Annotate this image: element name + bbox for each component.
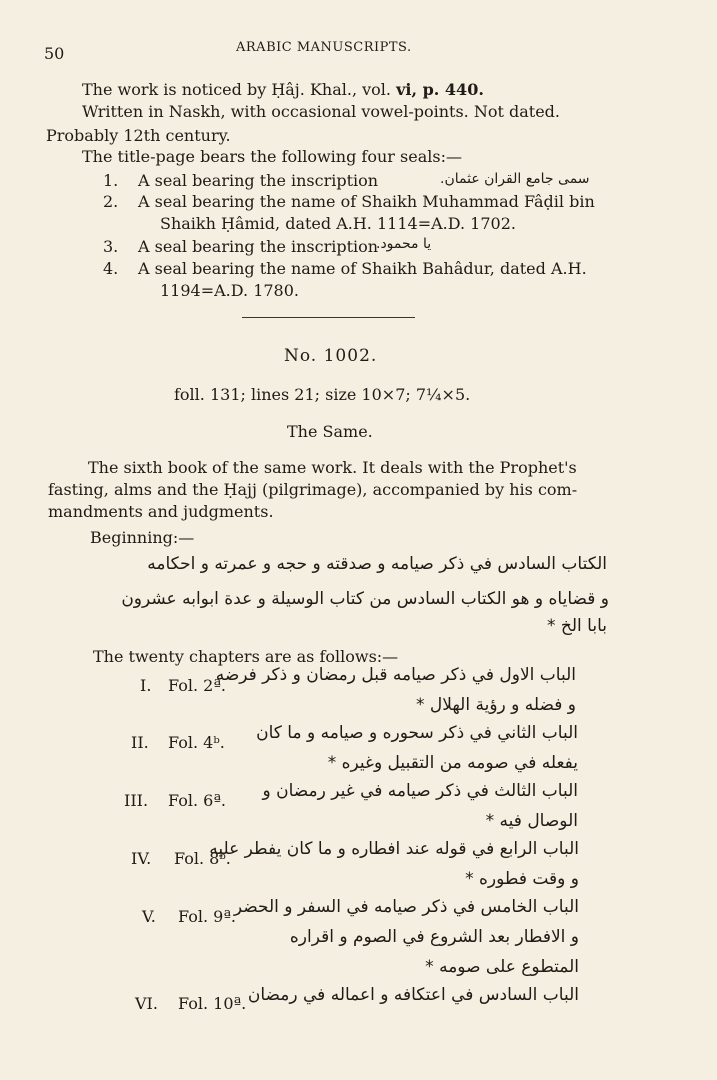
written-line: Written in Naskh, with occasional vowel-points. Not dated. bbox=[82, 102, 560, 121]
beginning-arabic-1: الکتاب السادس في ذکر صیامه و صدقته و حجه و عمرته و احکامه bbox=[147, 554, 607, 574]
seal-1-text: A seal bearing the inscription bbox=[138, 171, 379, 190]
beginning-label: Beginning:— bbox=[90, 528, 195, 547]
entry-number: No. 1002. bbox=[284, 346, 378, 366]
section-divider bbox=[242, 317, 415, 318]
chapter-2-roman: II. bbox=[131, 733, 149, 752]
page-number: 50 bbox=[44, 44, 65, 63]
chapter-6-fol: Fol. 10ª. bbox=[178, 994, 247, 1013]
chapter-5-arabic-3: المتطوع علی صومه * bbox=[425, 957, 579, 977]
chapter-3-arabic-1: الباب الثالث في ذکر صیامه في غیر رمضان و bbox=[262, 781, 578, 801]
chapter-4-roman: IV. bbox=[131, 849, 152, 868]
chapter-4-arabic-1: الباب الرابع في قوله عند افطاره و ما کان یفطر علیه bbox=[209, 839, 579, 859]
seal-3-text: A seal bearing the inscription bbox=[138, 237, 379, 256]
chapter-6-roman: VI. bbox=[135, 994, 158, 1013]
notice-text: The work is noticed by Ḥâj. Khal., vol. bbox=[82, 80, 397, 99]
chapter-1-arabic-2: و فضله و رؤیة الهلال * bbox=[415, 695, 576, 715]
seal-2-text: A seal bearing the name of Shaikh Muhammad Fâḍil bin bbox=[138, 192, 595, 211]
chapter-5-fol: Fol. 9ª. bbox=[178, 907, 237, 926]
seals-intro: The title-page bears the following four seals:— bbox=[82, 147, 462, 166]
seal-4-cont: 1194=A.D. 1780. bbox=[160, 281, 299, 300]
entry-subtitle: The Same. bbox=[287, 422, 373, 441]
desc-line-3: mandments and judgments. bbox=[48, 502, 274, 521]
century-line: Probably 12th century. bbox=[46, 126, 231, 145]
notice-ref: vi, p. 440. bbox=[396, 80, 484, 99]
notice-line bbox=[82, 80, 484, 99]
seal-2-num: 2. bbox=[103, 192, 119, 211]
seal-4-num: 4. bbox=[103, 259, 119, 278]
chapter-3-arabic-2: الوصال فیه * bbox=[485, 811, 578, 831]
seal-2-cont: Shaikh Ḥâmid, dated A.H. 1114=A.D. 1702. bbox=[160, 214, 516, 233]
seal-1-num: 1. bbox=[103, 171, 119, 190]
chapter-1-arabic-1: الباب الاول في ذکر صیامه قبل رمضان و ذکر فرضه bbox=[215, 665, 576, 685]
chapter-2-arabic-2: یفعله في صومه من التقبیل وغیره * bbox=[327, 753, 578, 773]
chapter-4-arabic-2: و وقت فطوره * bbox=[465, 869, 579, 889]
chapter-3-roman: III. bbox=[124, 791, 149, 810]
running-title: ARABIC MANUSCRIPTS. bbox=[236, 40, 412, 55]
chapter-3-fol: Fol. 6ª. bbox=[168, 791, 227, 810]
desc-line-2: fasting, alms and the Ḥajj (pilgrimage), accompanied by his com- bbox=[48, 480, 578, 499]
beginning-arabic-2: و قضایاه و هو الکتاب السادس من کتاب الوسیلة و عدة ابوابه عشرون bbox=[121, 589, 609, 609]
desc-line-1: The sixth book of the same work. It deals with the Prophet's bbox=[88, 458, 577, 477]
beginning-arabic-3: بابا الخ * bbox=[546, 616, 607, 636]
seal-1-arabic: سمی جامع القران عثمان. bbox=[440, 171, 590, 187]
chapter-2-fol: Fol. 4ᵇ. bbox=[168, 733, 225, 752]
chapters-intro: The twenty chapters are as follows:— bbox=[93, 647, 399, 666]
chapter-5-arabic-1: الباب الخامس في ذکر صیامه في السفر و الحضر bbox=[233, 897, 579, 917]
chapter-4-fol: Fol. 8ᵇ. bbox=[174, 849, 231, 868]
chapter-2-arabic-1: الباب الثاني في ذکر سحوره و صیامه و ما کان bbox=[256, 723, 578, 743]
folio-line: foll. 131; lines 21; size 10×7; 7¼×5. bbox=[174, 385, 471, 404]
seal-3-num: 3. bbox=[103, 237, 119, 256]
seal-4-text: A seal bearing the name of Shaikh Bahâdur, dated A.H. bbox=[138, 259, 587, 278]
chapter-1-fol: Fol. 2ª. bbox=[168, 676, 227, 695]
chapter-5-arabic-2: و الافطار بعد الشروع في الصوم و اقراره bbox=[289, 927, 579, 947]
chapter-6-arabic-1: الباب السادس في اعتکافه و اعماله في رمضان bbox=[247, 985, 579, 1005]
seal-3-arabic: یا محمود. bbox=[376, 236, 432, 252]
chapter-1-roman: I. bbox=[140, 676, 152, 695]
chapter-5-roman: V. bbox=[142, 907, 156, 926]
